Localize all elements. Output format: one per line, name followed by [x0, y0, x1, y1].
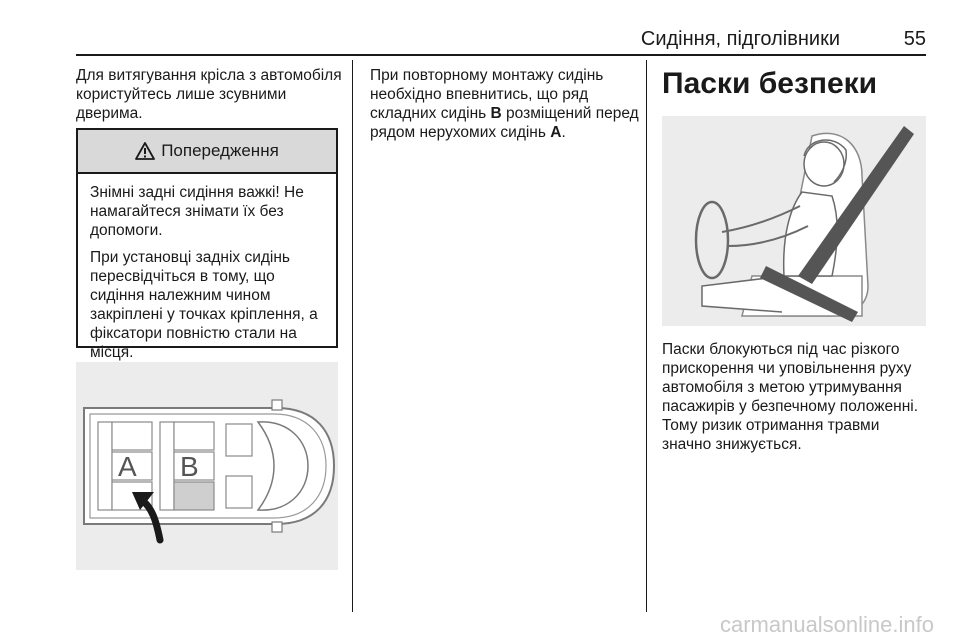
seatbelt-paragraph: Паски блокуються під час різкого прискорення чи уповільнення руху автомобіля з метою утримування пасажирів у безпечному положенні. Тому ризик отримання травми значно знижується.	[662, 341, 918, 453]
refit-text-2: розміщений перед рядом нерухомих сидінь	[370, 105, 639, 141]
column-divider-right	[646, 60, 647, 612]
section-title: Паски безпеки	[662, 67, 878, 100]
page-number: 55	[903, 28, 926, 50]
warning-body	[78, 174, 336, 362]
vehicle-topview-diagram	[76, 362, 338, 570]
column-divider-left	[352, 60, 353, 612]
warning-triangle-icon	[135, 142, 155, 160]
refit-text-end: .	[561, 124, 566, 141]
refit-paragraph	[370, 66, 640, 142]
seatbelt-illustration	[662, 116, 926, 326]
refit-text-1: При повторному монтажу сидінь необхідно впевнитись, що ряд складних сидінь	[370, 67, 604, 122]
warning-header	[78, 130, 336, 174]
header-rule	[76, 54, 926, 56]
refit-bold-b: B	[490, 105, 502, 122]
warning-paragraph-1: Знімні задні сидіння важкі! Не намагайтеся знімати їх без допомоги.	[90, 184, 304, 239]
warning-title: Попередження	[161, 141, 279, 160]
refit-bold-a: A	[550, 124, 562, 141]
page-header-title: Сидіння, підголівники	[640, 28, 840, 50]
seat-label-b: B	[180, 451, 199, 482]
warning-paragraph-2: При установці задніх сидінь пересвідчіться в тому, що сидіння належним чином закріплені у точках кріплення, а фіксатори повністю стали на місця.	[90, 249, 318, 361]
warning-box	[76, 128, 338, 361]
watermark: carmanualsonline.info	[719, 612, 934, 637]
intro-paragraph: Для витягування крісла з автомобіля користуйтесь лише зсувними дверима.	[76, 67, 342, 122]
seat-layout-figure	[76, 362, 338, 570]
seat-label-a: A	[118, 451, 137, 482]
seatbelt-figure	[662, 116, 926, 326]
